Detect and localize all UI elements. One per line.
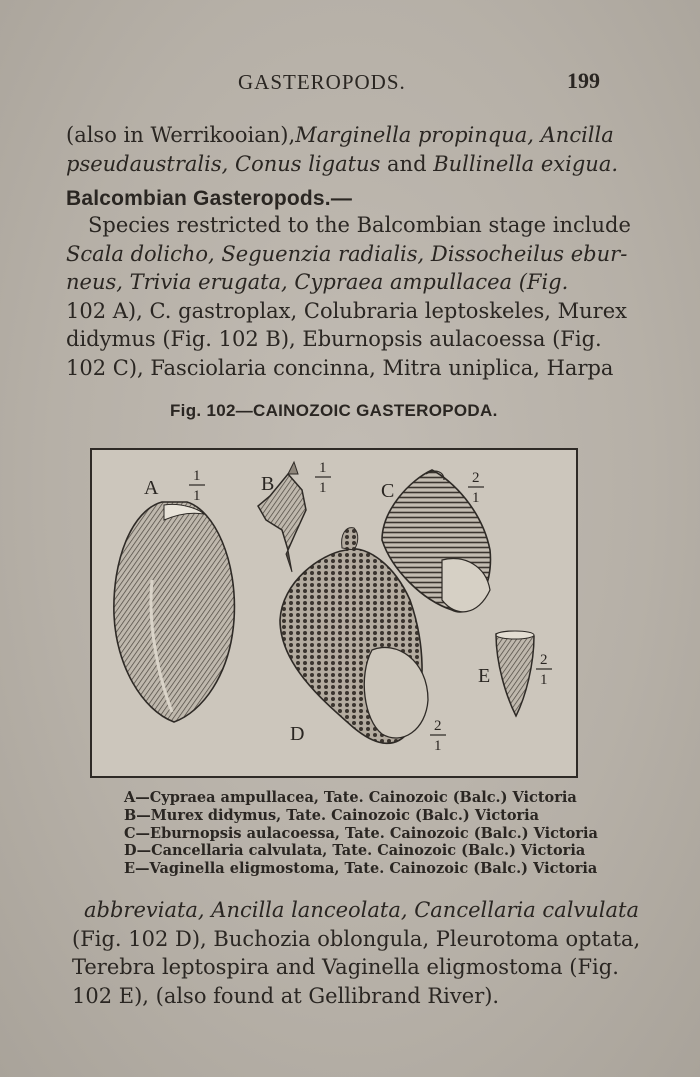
intro-line-2-italic-a: pseudaustralis, Conus ligatus: [66, 151, 381, 176]
scale-d-den: 1: [434, 738, 442, 754]
label-c: C: [381, 480, 395, 502]
scale-d-num: 2: [434, 718, 442, 734]
section-paragraph: [66, 211, 631, 382]
intro-line-1-italic: Marginella propinqua, Ancilla: [295, 123, 614, 147]
label-a: A: [144, 477, 159, 499]
shell-e-vaginella: [496, 631, 534, 716]
label-b: B: [261, 473, 275, 495]
section-line-1: Species restricted to the Balcombian stage include: [88, 213, 631, 237]
closing-line-3: Terebra leptospira and Vaginella eligmostoma (Fig.: [72, 955, 619, 979]
scale-a-num: 1: [193, 468, 201, 484]
scale-c-num: 2: [472, 470, 480, 486]
scale-b-den: 1: [319, 480, 327, 496]
scale-c-den: 1: [472, 490, 480, 506]
closing-line-1: abbreviata, Ancilla lanceolata, Cancellaria calvulata: [84, 898, 640, 922]
closing-line-2: (Fig. 102 D), Buchozia oblongula, Pleurotoma optata,: [72, 926, 641, 951]
section-line-2: Scala dolicho, Seguenzia radialis, Dissocheilus ebur-: [66, 241, 628, 266]
intro-line-1-roman: (also in Werrikooian),: [66, 123, 296, 147]
section-line-6: 102 C), Fasciolaria concinna, Mitra uniplica, Harpa: [66, 355, 614, 380]
shell-illustration: [92, 450, 576, 776]
intro-line-2-roman: and: [380, 151, 434, 176]
figure-title: Fig. 102—CAINOZOIC GASTEROPODA.: [170, 401, 498, 420]
caption-line-c: C—Eburnopsis aulacoessa, Tate. Cainozoic (Balc.) Victoria: [124, 824, 598, 842]
caption-line-e: E—Vaginella eligmostoma, Tate. Cainozoic (Balc.) Victoria: [124, 860, 598, 878]
section-line-4: 102 A), C. gastroplax, Colubraria leptoskeles, Murex: [66, 298, 627, 323]
closing-paragraph: [66, 896, 641, 1010]
section-line-5: didymus (Fig. 102 B), Eburnopsis aulacoessa (Fig.: [66, 327, 602, 351]
label-e: E: [478, 665, 491, 687]
intro-line-1: [66, 121, 614, 150]
page-number: 199: [567, 68, 600, 93]
scale-b-num: 1: [319, 460, 327, 476]
section-heading: Balcombian Gasteropods.—: [66, 187, 353, 210]
label-d: D: [290, 723, 305, 745]
intro-line-2: [66, 150, 619, 179]
scale-a-den: 1: [193, 488, 201, 504]
intro-line-2-italic-b: Bullinella exigua.: [433, 151, 619, 176]
figure-plate: [90, 448, 578, 778]
shell-a-cypraea: [114, 502, 235, 722]
figure-caption: [124, 789, 598, 878]
closing-line-4: 102 E), (also found at Gellibrand River).: [72, 983, 500, 1008]
running-title: GASTEROPODS.: [238, 70, 406, 94]
running-head: [0, 70, 700, 104]
caption-line-a: A—Cypraea ampullacea, Tate. Cainozoic (Balc.) Victoria: [124, 789, 577, 806]
intro-paragraph: [66, 121, 619, 178]
caption-line-b: B—Murex didymus, Tate. Cainozoic (Balc.) Victoria: [124, 806, 540, 824]
scale-e-num: 2: [540, 652, 548, 668]
caption-line-d: D—Cancellaria calvulata, Tate. Cainozoic (Balc.) Victoria: [124, 842, 586, 860]
scale-e-den: 1: [540, 672, 548, 688]
section-line-3: neus, Trivia erugata, Cypraea ampullacea (Fig.: [66, 270, 569, 294]
